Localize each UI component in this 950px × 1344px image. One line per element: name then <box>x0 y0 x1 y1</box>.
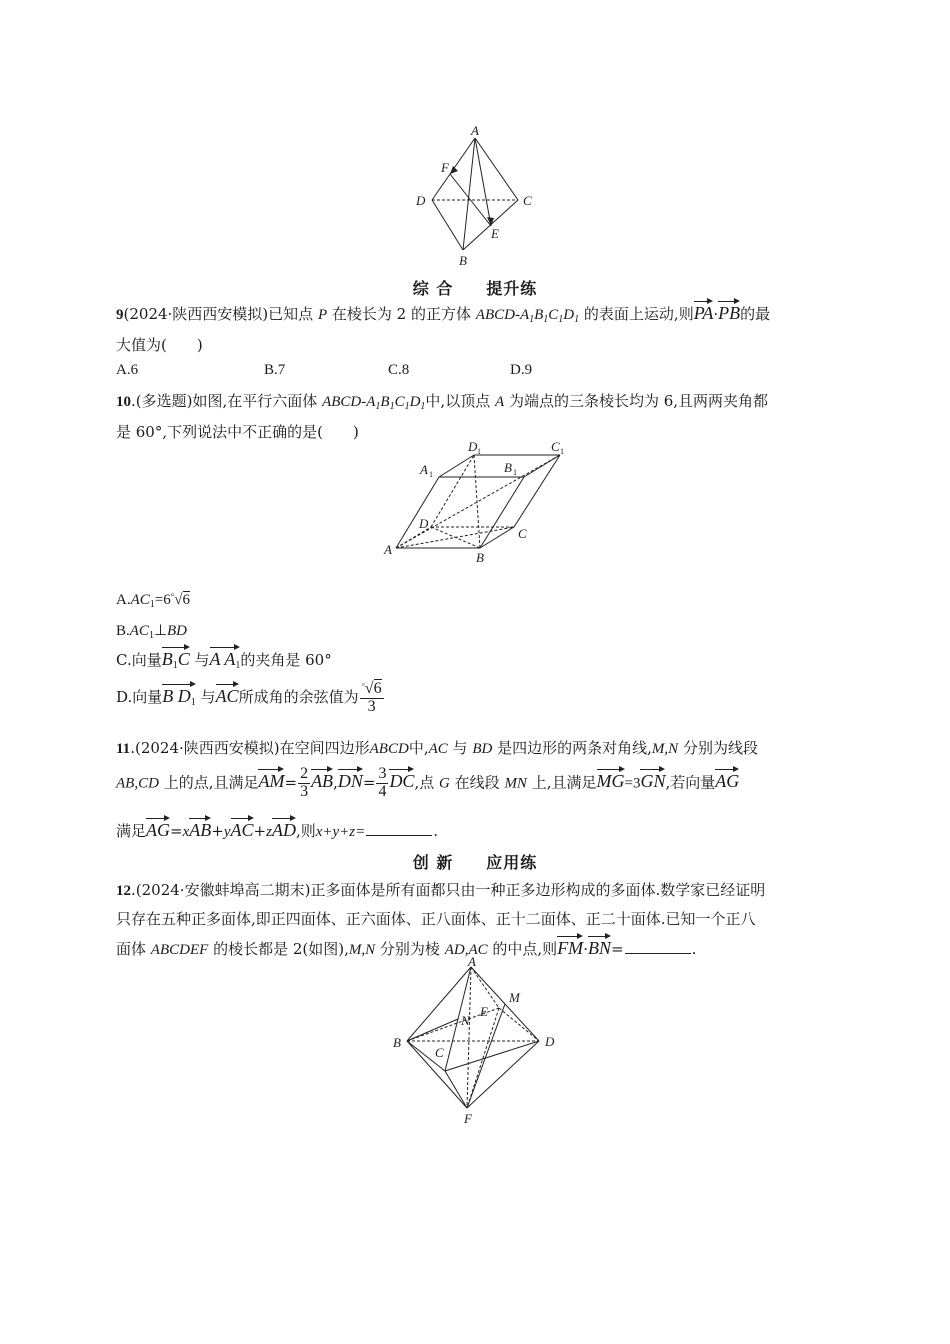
fig10-label-a: A <box>384 542 392 557</box>
q11-text: ,若向量 <box>665 773 716 792</box>
q9-text: 的最 <box>740 305 771 323</box>
q11-text: 分别为线段 <box>682 739 758 757</box>
vector-am: AM <box>258 768 284 790</box>
q9-text: 在棱长为 2 的正方体 <box>331 305 471 323</box>
q12-text: 面体 <box>116 940 147 958</box>
q10-opt-label: D.向量 <box>116 687 163 706</box>
q10-sqrt-radicand: 6 <box>373 680 382 697</box>
section-tisheng: 提升练 <box>486 279 538 298</box>
vector-dn: DN <box>338 768 363 790</box>
parallelepiped-figure <box>378 436 578 568</box>
fraction-3-4 <box>376 766 388 801</box>
vector-pa: PA <box>694 300 714 322</box>
fig8-label-b: B <box>459 253 467 268</box>
q10-option-b: $B.AC_1\perp BD$ <box>116 623 188 641</box>
q9-option-d: D.9 <box>510 362 533 378</box>
vector-dc: DC <box>389 768 414 790</box>
q10-ac: AC <box>129 623 149 639</box>
q11-end: . <box>433 822 439 840</box>
q10-opt-label: C.向量 <box>116 651 162 669</box>
fig8-label-a: A <box>471 123 479 138</box>
q10-optd-text: 所成角的余弦值为 <box>238 687 359 706</box>
q11-text: 上的点,且满足 <box>163 773 259 792</box>
q11-bd: BD <box>472 741 493 757</box>
vector-ab: AB <box>311 768 333 790</box>
q10-line1: 10.(多选题)如图,在平行六面体 ABCD-$A_1B_1C_1D_1$中,以顶点 A 为端点的三条棱长均为 6,且两两夹角都 <box>116 392 769 412</box>
vector-pb: PB <box>718 300 740 322</box>
octahedron-figure <box>385 953 565 1131</box>
q12-source: (2024·安徽蚌埠高二期末) <box>135 881 311 899</box>
q12-text: 正多面体是所有面都只由一种正多边形构成的多面体.数学家已经证明 <box>310 881 766 899</box>
q11-line3: 满足AG=xAB+yAC+zAD,则x+y+z= . <box>116 817 438 841</box>
q11-text: 在空间四边形 <box>279 739 370 757</box>
fig10-label-d1: D <box>468 439 478 454</box>
q9-cube-part: ABCD-A <box>475 307 530 323</box>
fig12-label-b: B <box>393 1035 401 1050</box>
frac-num: 3 <box>378 765 387 782</box>
q10-sqrt-radicand: 6 <box>182 592 191 608</box>
vector-ab: AB <box>189 817 211 839</box>
vector-gn: GN <box>640 768 665 790</box>
section-yingyong: 应用练 <box>486 853 538 872</box>
q11-text: 在线段 <box>454 773 500 792</box>
vector-fm: FM <box>557 935 583 957</box>
q10-ac: AC <box>130 592 150 608</box>
q10-opt-label: B. <box>116 623 130 639</box>
q12-text: 的棱长都是 2(如图), <box>213 940 349 958</box>
vector-aa1: A $A_1$ <box>210 646 241 671</box>
q11-xyz: x+y+z= <box>315 824 366 840</box>
fraction-sqrt6-over-3: $\frac{^▫√6}{3}$ <box>361 679 382 715</box>
q11-x: x <box>182 824 190 840</box>
q10-solid-name: ABCD-$A_1B_1C_1D_1$ <box>322 394 426 412</box>
q9-line1: 9(2024·陕西西安模拟)已知点 P 在棱长为 2 的正方体 ABCD-$A_1B_1C_1D_1$ 的表面上运动,则PA·PB的最 <box>116 300 770 325</box>
fig10-sub: 1 <box>513 468 517 477</box>
fig10-label-c1: C <box>551 439 560 454</box>
frac-num: 2 <box>300 765 309 782</box>
q11-ac: AC <box>428 741 448 757</box>
q12-solid: ABCDEF <box>150 942 209 958</box>
frac-den: 3 <box>300 782 309 800</box>
fig10-sub: 1 <box>477 447 481 456</box>
vector-bd1: B $D_1$ <box>162 683 196 708</box>
vec-part: A A <box>209 649 236 669</box>
q10-text: 如图,在平行六面体 <box>192 392 318 410</box>
q10-option-a: $A.AC_1=6^▫√6$ <box>116 590 191 610</box>
tetrahedron-figure <box>405 120 545 272</box>
q9-number: 9 <box>116 307 124 323</box>
section-zonghe: 综 合 <box>412 279 454 298</box>
vec-part: B D <box>162 685 191 706</box>
q9-text: 的表面上运动,则 <box>583 305 694 323</box>
q12-text: 分别为棱 <box>379 940 440 958</box>
vector-ac: AC <box>216 683 239 705</box>
q10-eq: =6 <box>154 592 171 608</box>
q10-line2: 是 60°,下列说法中不正确的是( ) <box>116 423 359 441</box>
q11-line2: AB,CD 上的点,且满足AM= $\frac{2}{3}$ AB,DN= $\frac{3}{4}$ DC,点 G 在线段 MN 上,且满足MG=3GN,若向量AG <box>116 765 740 800</box>
q10-option-c <box>116 646 332 671</box>
q11-line1: 11.(2024·陕西西安模拟)在空间四边形ABCD中,AC 与 BD 是四边形的两条对角线,M,N 分别为线段 <box>116 739 758 757</box>
q11-z: z <box>266 824 272 840</box>
q11-text: 满足 <box>116 822 147 840</box>
q12-mn: M,N <box>348 942 376 958</box>
q10-vertex-a: A <box>494 394 505 410</box>
q9-option-c: C.8 <box>388 362 410 378</box>
q11-text: ,点 <box>414 773 435 792</box>
q9-option-a: A.6 <box>116 362 139 378</box>
vector-bn: BN <box>588 935 611 957</box>
q11-eq3: =3 <box>624 775 641 792</box>
q11-text: 上,且满足 <box>531 773 597 792</box>
q10-yu: 与 <box>200 687 216 706</box>
q11-ab-cd: AB,CD <box>116 775 159 792</box>
q11-mn-segment: MN <box>504 775 527 792</box>
vec-part: C <box>177 649 190 669</box>
fig12-label-a: A <box>468 954 476 969</box>
fig12-label-d: D <box>545 1034 555 1049</box>
fig10-label-a1: A <box>420 462 428 477</box>
vec-part: B <box>161 649 173 669</box>
q9-source: (2024·陕西西安模拟) <box>123 305 269 323</box>
q12-ad-ac: AD,AC <box>444 942 488 958</box>
q11-comma: , <box>333 773 338 792</box>
vector-ag: AG <box>146 817 170 839</box>
vector-ag: AG <box>715 768 739 790</box>
fig8-label-e: E <box>491 226 499 241</box>
q10-number: 10 <box>116 394 131 410</box>
q11-g: G <box>439 775 450 792</box>
q12-line3: 面体 ABCDEF 的棱长都是 2(如图),M,N 分别为棱 AD,AC 的中点,则FM·BN= . <box>116 935 696 959</box>
q12-line1: 12.(2024·安徽蚌埠高二期末)正多面体是所有面都只由一种正多边形构成的多面体.数学家已经证明 <box>116 881 766 899</box>
fig12-label-e: E <box>480 1004 488 1019</box>
q10-solid-part: ABCD-A <box>322 394 376 410</box>
q11-text: 中, <box>408 739 429 757</box>
q12-line2: 只存在五种正多面体,即正四面体、正六面体、正八面体、正十二面体、正二十面体.已知一个正八 <box>116 910 756 928</box>
q12-end: . <box>691 940 697 958</box>
fig10-sub: 1 <box>429 470 433 479</box>
q10-yu: 与 <box>194 651 210 669</box>
vector-ad: AD <box>272 817 296 839</box>
q11-text: 与 <box>452 739 468 757</box>
q10-text: 中,以顶点 <box>425 392 491 410</box>
vector-b1c: $B_1C$ <box>162 646 190 671</box>
fraction-2-3 <box>298 766 310 801</box>
fig10-label-d: D <box>419 516 429 531</box>
q10-option-d <box>116 680 385 716</box>
q9-text: 已知点 <box>268 305 314 323</box>
q11-answer-blank[interactable] <box>366 835 432 836</box>
vector-ac: AC <box>231 817 254 839</box>
fig10-label-c: C <box>518 526 527 541</box>
section-chuangxin: 创 新 <box>412 853 454 872</box>
q9-option-b: B.7 <box>264 362 286 378</box>
fig10-label-b: B <box>476 550 484 565</box>
q10-bd: BD <box>167 623 188 639</box>
fig8-label-c: C <box>523 193 532 208</box>
q9-point-p: P <box>317 307 328 323</box>
q11-source: (2024·陕西西安模拟) <box>134 739 280 757</box>
q10-text: 为端点的三条棱长均为 6,且两两夹角都 <box>508 392 769 410</box>
section-heading-comprehensive <box>0 276 950 299</box>
q10-source: (多选题) <box>135 392 193 410</box>
q10-opt-label: A. <box>116 592 131 608</box>
q12-number: 12 <box>116 883 131 899</box>
q10-optc-text: 的夹角是 60° <box>240 651 332 669</box>
frac-den: 3 <box>367 697 376 715</box>
frac-den: 4 <box>378 782 387 800</box>
vector-mg: MG <box>597 768 625 790</box>
fig12-label-m: M <box>509 990 520 1005</box>
section-heading-innovation <box>0 850 950 873</box>
fig10-sub: 1 <box>560 447 564 456</box>
q11-mn: M,N <box>651 741 679 757</box>
q11-text: 是四边形的两条对角线, <box>497 739 652 757</box>
fig12-label-f: F <box>464 1111 472 1126</box>
fig10-label-b1: B <box>504 460 512 475</box>
q11-number: 11 <box>116 741 131 757</box>
q11-y: y <box>223 824 231 840</box>
q9-line2: 大值为( ) <box>116 336 203 354</box>
q10-perp: ⊥ <box>153 623 168 639</box>
fig8-label-d: D <box>416 193 426 208</box>
q9-cube-name: ABCD-$A_1B_1C_1D_1$ <box>475 307 580 325</box>
fig12-label-c: C <box>435 1045 444 1060</box>
q11-abcd: ABCD <box>369 741 409 757</box>
q12-answer-blank[interactable] <box>625 953 691 954</box>
q12-text: 的中点,则 <box>492 940 558 958</box>
q11-text: ,则 <box>295 822 316 840</box>
fig12-label-n: N <box>461 1013 470 1028</box>
fig8-label-f: F <box>441 160 449 175</box>
